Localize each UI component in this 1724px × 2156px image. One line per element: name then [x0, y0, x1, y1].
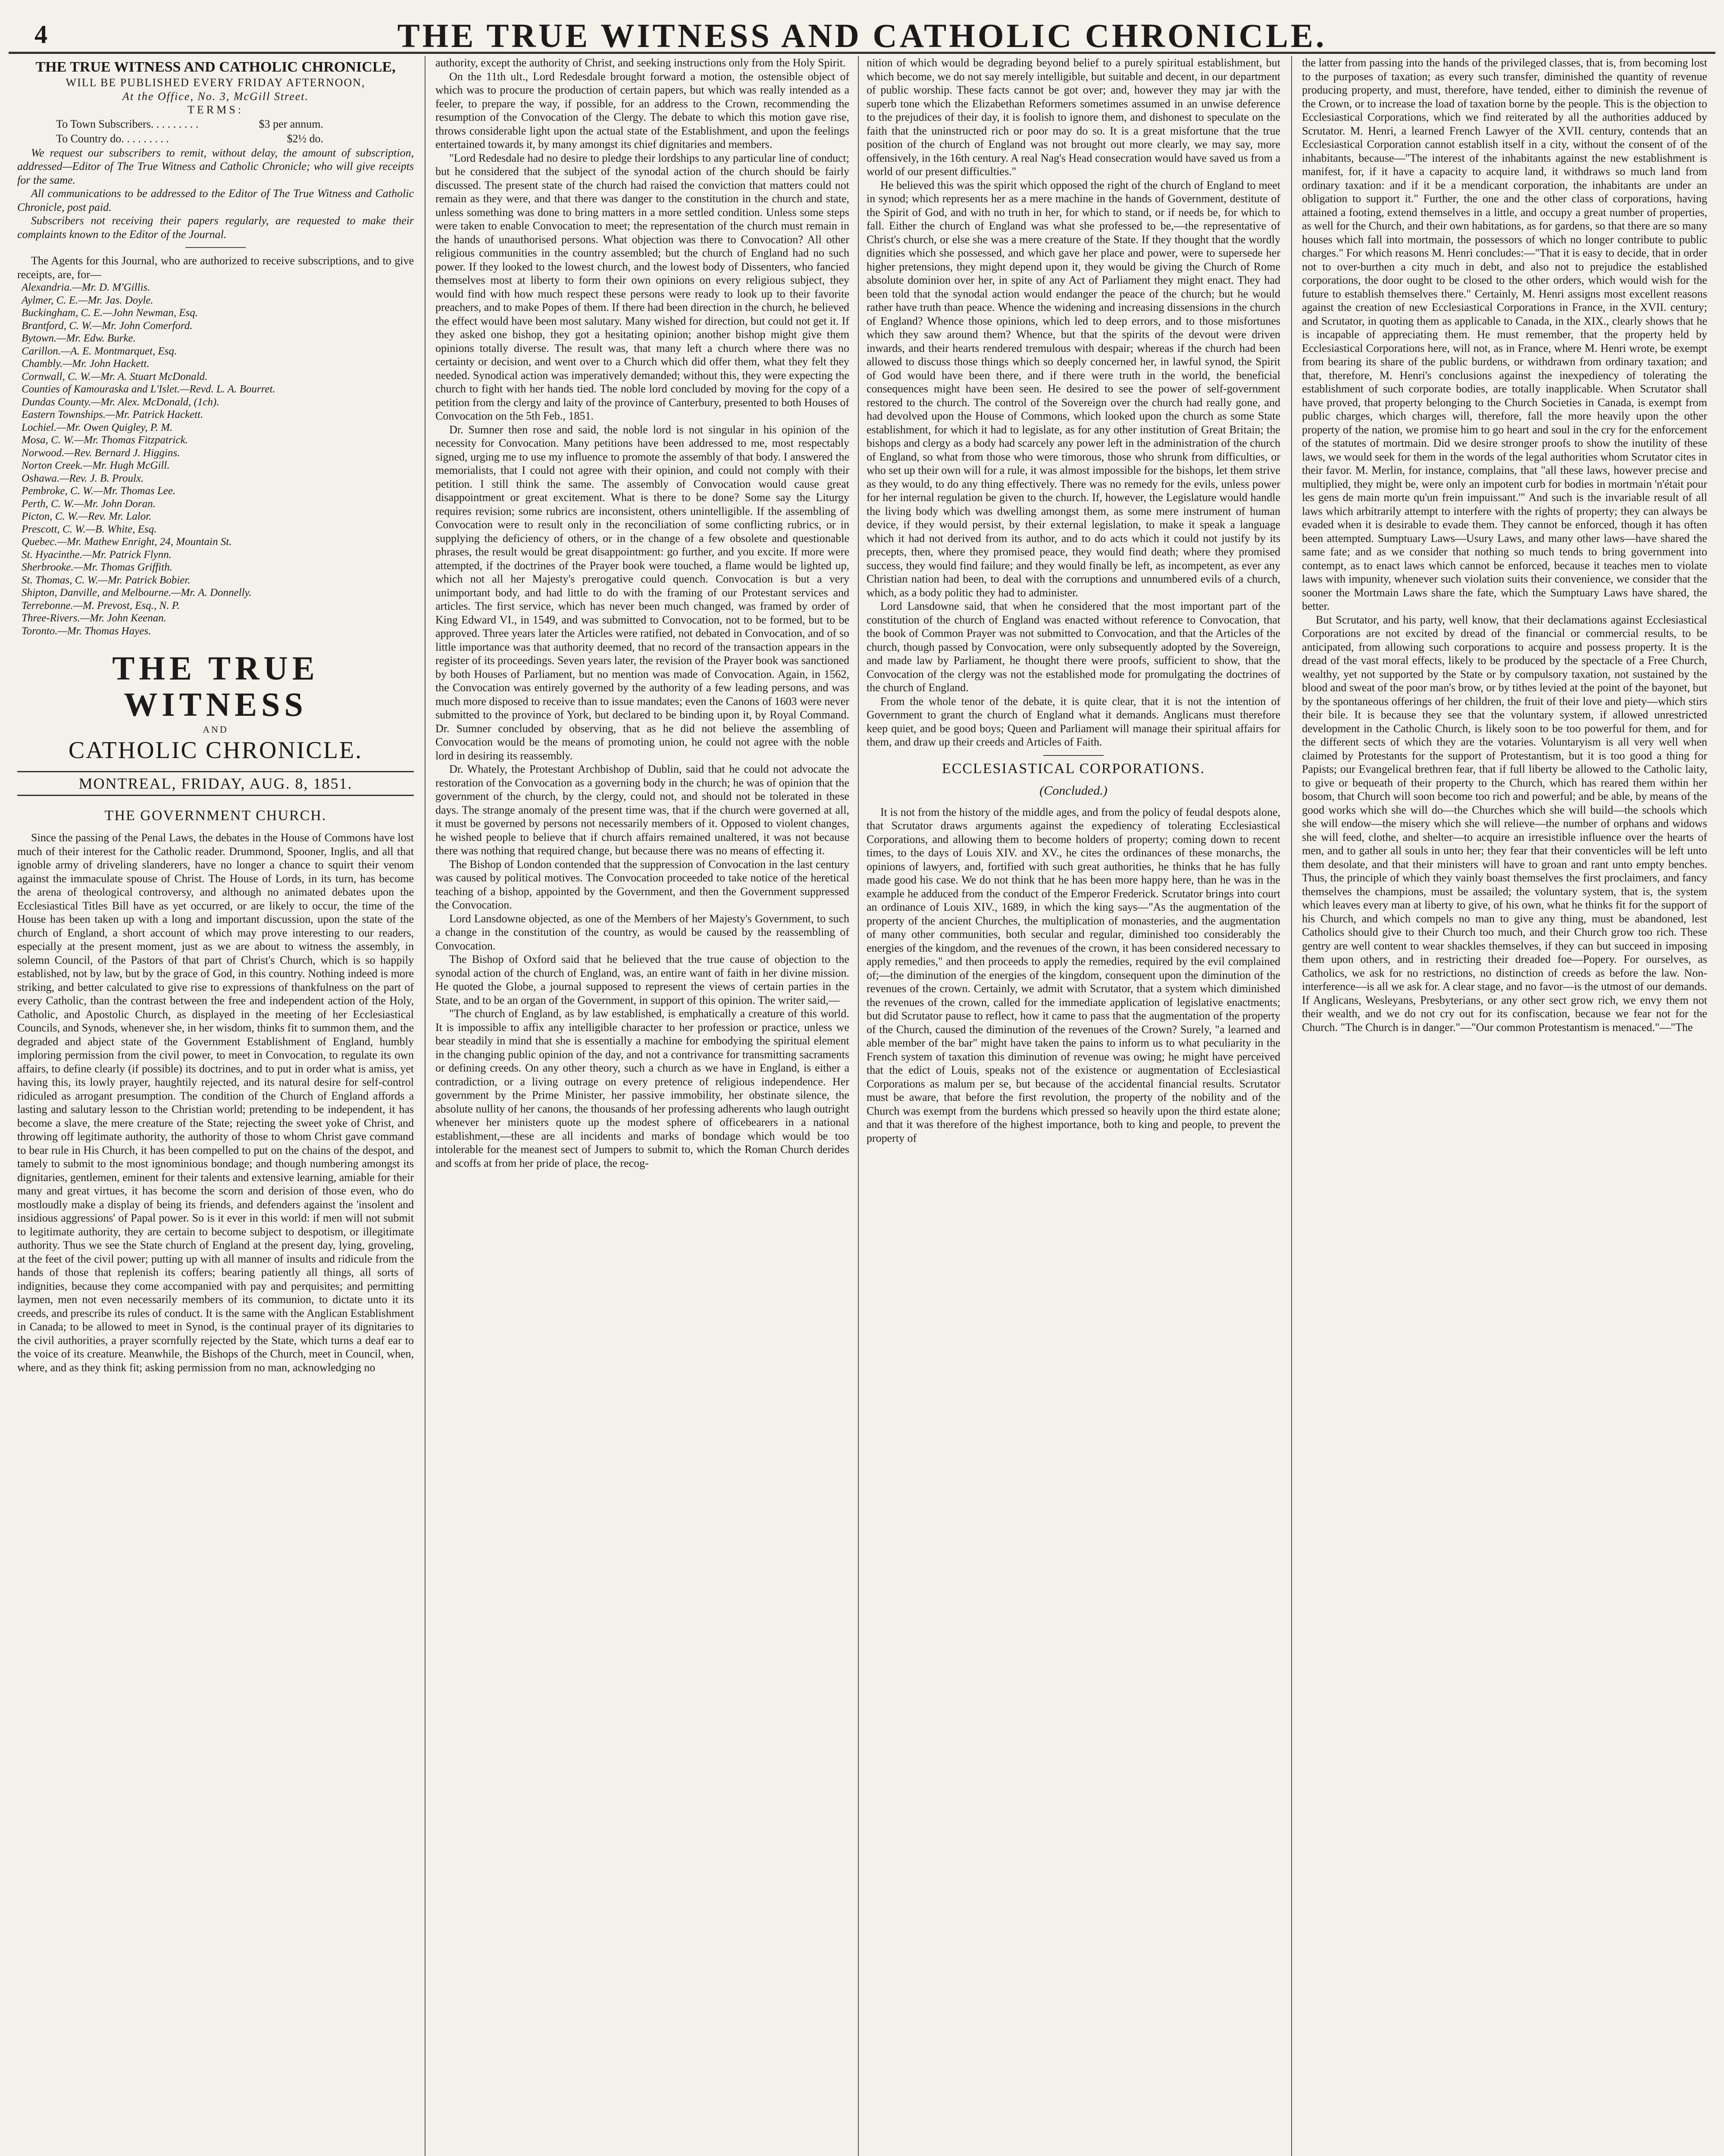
terms-town-label: To Town Subscribers. . . . . . . . .: [56, 117, 199, 130]
agent-item: Norton Creek.—Mr. Hugh McGill.: [22, 460, 170, 471]
paper-title-and: AND: [203, 724, 228, 735]
agent-item: Lochiel.—Mr. Owen Quigley, P. M.: [22, 421, 173, 433]
article-paragraph: From the whole tenor of the debate, it is quite clear, that it is not the intention of Government to grant the church of England what it demands. Anglicans must therefore keep quiet, and be good boys; Queen and Parliament will manage their spiritual affairs for them, and draw up their creeds and Articles of Faith.: [867, 695, 1280, 748]
agent-item: Aylmer, C. E.—Mr. Jas. Doyle.: [22, 294, 153, 306]
agent-item: Bytown.—Mr. Edw. Burke.: [22, 332, 136, 344]
column-3: [867, 56, 1280, 2156]
agent-item: Counties of Kamouraska and L'Islet.—Revd. L. A. Bourret.: [22, 383, 275, 395]
article-paragraph: The Bishop of Oxford said that he believed that the true cause of objection to the synodal action of the church of England, was, an entire want of faith in her divine mission. He quoted the Globe, a journal supposed to represent the views of certain parties in the State, and to be an organ of the Government, in support of this opinion. The writer said,—: [435, 953, 849, 1006]
agent-item: Quebec.—Mr. Mathew Enright, 24, Mountain St.: [22, 536, 232, 548]
column-divider: [425, 56, 426, 2156]
terms-label: TERMS:: [188, 103, 244, 116]
article-paragraph: nition of which would be degrading beyond belief to a purely spiritual establishment, but which become, we do not say merely intelligible, but suitable and decent, in our department of public worship. These facts cannot be got over; and, however they may jar with the superb tone which the Elizabethan Reformers sometimes assumed in an unwise deference to the prejudices of their day, it is foolish to ignore them, and dishonest to speculate on the faith that the uninstructed rich or poor may do so. It is a great misfortune that the true position of the church of England was not brought out more clearly, we may say, more offensively, in the 16th century. A real Nag's Head consecration would have saved us from a world of our present difficulties.": [867, 56, 1280, 178]
article-paragraph: The Bishop of London contended that the suppression of Convocation in the last century was caused by political motives. The Convocation proceeded to take notice of the heretical teaching of a bishop, appointed by the Government, and then the Government suppressed the Convocation.: [435, 858, 849, 911]
masthead-title: THE TRUE WITNESS AND CATHOLIC CHRONICLE.: [397, 17, 1327, 54]
article-paragraph: Since the passing of the Penal Laws, the debates in the House of Commons have lost much of their interest for the Catholic reader. Drummond, Spooner, Inglis, and all that ignoble army of driveling slanderers, have no longer a chance to squirt their venom against the immaculate spouse of Christ. The House of Lords, in its turn, has become the arena of theological controversy, and although no animated debates upon the Ecclesiastical Titles Bill have as yet occurred, or are likely to occur, the time of the House has been taken up with a long and important discussion, upon the state of the church of England, a short account of which may prove interesting to our readers, especially at the present moment, just as we are about to witness the assembly, in solemn Council, of the Pastors of that part of Christ's Church, which is so happily established, not by law, but by the grace of God, in this country. Nothing indeed is more striking, and better calculated to give rise to expressions of thankfulness on the part of every Catholic, than the contrast between the free and independent action of the Holy, Catholic, and Apostolic Church, as displayed in the meeting of her Ecclesiastical Councils, and Synods, whenever she, in her wisdom, thinks fit to summon them, and the degraded and abject state of the Government Establishment of England, humbly imploring permission from the civil power, to meet in Convocation, to regulate its own affairs, to define clearly (if possible) its doctrines, and to put in order what is amiss, yet having this, its lowly prayer, haughtily rejected, and its natural desire for self-control ridiculed as arrogant presumption. The condition of the Church of England affords a lasting and salutary lesson to the Christian world; pretending to be independent, it has become a slave, the mere creature of the State; rejecting the sweet yoke of Christ, and throwing off legitimate authority, the authority of those to whom Christ gave command to bear rule in His Church, it has been compelled to put on the chains of the despot, and tamely to submit to the most ignominious bondage; and though numbering amongst its dignitaries, gentlemen, eminent for their talents and extensive learning, amiable for their many and great virtues, it has become the scorn and derision of those even, who do mostloudly make a display of being its friends, and defenders against the 'insolent and insidious aggressions' of Papal power. So is it ever in this world: if men will not submit to legitimate authority, they are certain to become subject to despotism, or illegitimate authority. Thus we see the State church of England at the present day, lying, groveling, at the feet of the civil power; putting up with all manner of insults and ridicule from the hands of those that replenish its coffers; bearing patiently all things, all sorts of indignities, because they come accompanied with pay and perquisites; and permitting laymen, men not even necessarily members of its communion, to dictate unto it its creeds, and prescribe its rules of conduct. It is the same with the Anglican Establishment in Canada; to be allowed to meet in Synod, is the continual prayer of its dignitaries to the civil authorities, a prayer scornfully rejected by the State, which turns a deaf ear to the voice of its creature. Meanwhile, the Bishops of the Church, meet in Council, when, where, and as they think fit; asking permission from no man, acknowledging no: [17, 831, 414, 1374]
agent-item: Picton, C. W.—Rev. Mr. Lalor.: [22, 511, 152, 522]
agent-item: Carillon.—A. E. Montmarquet, Esq.: [22, 345, 177, 357]
notice: We request our subscribers to remit, without delay, the amount of subscription, addressed—Editor of The True Witness and Catholic Chronicle; who will give receipts for the same.: [17, 146, 414, 186]
article-paragraph: Lord Lansdowne said, that when he considered that the most important part of the constitution of the church of England was enacted without reference to Convocation, that the book of Common Prayer was not submitted to Convocation, and that the Articles of the church, though passed by Convocation, were only subsequently adopted by the Sovereign, and made law by Parliament, he thought there were proofs, sufficient to show, that the Convocation of the clergy was not the established mode for promulgating the doctrines of the church of England.: [867, 600, 1280, 694]
agent-item: Brantford, C. W.—Mr. John Comerford.: [22, 320, 193, 332]
paper-title: THE TRUE WITNESS: [112, 649, 319, 723]
article-heading: THE GOVERNMENT CHURCH.: [104, 807, 327, 824]
column-4: [1302, 56, 1707, 2156]
column-2: [435, 56, 849, 2156]
agent-item: Terrebonne.—M. Prevost, Esq., N. P.: [22, 599, 180, 611]
agent-item: Prescott, C. W.—B. White, Esq.: [22, 523, 157, 535]
terms-country-label: To Country do. . . . . . . . .: [56, 132, 169, 145]
agent-item: Three-Rivers.—Mr. John Keenan.: [22, 612, 166, 624]
article-paragraph: "The church of England, as by law established, is emphatically a creature of this world. It is impossible to affix any intelligible character to her profession or practice, unless we bear steadily in mind that she is essentially a machine for embodying the spiritual element in the changing public opinion of the day, and not a contrivance for transmitting sacraments or defining creeds. On any other theory, such a church as we have in England, is either a contradiction, or a living outrage on every pretence of religious independence. Her government by the Prime Minister, her passive immobility, her obstinate silence, the absolute nullity of her canons, the thousands of her professing adherents who laugh outright whenever her ministers quote up the modest sphere of officebearers in a national establishment,—these are all incidents and marks of bondage which would be too intolerable for the meanest sect of Jumpers to submit to, which the Roman Church derides and scoffs at from her pride of place, the recog-: [435, 1007, 849, 1169]
article-paragraph: It is not from the history of the middle ages, and from the policy of feudal despots alone, that Scrutator draws arguments against the expediency of tolerating Ecclesiastical Corporations, and allowing them to become holders of property; coming down to recent times, to the days of Louis XIV. and XV., he cites the ordinances of these monarchs, the opinions of lawyers, and, fortified with such great authorities, he thinks that he has fully made good his case. We do not think that he has been more happy here, than he was in the example he adduced from the conduct of the Emperor Frederick. Scrutator brings into court an ordinance of Louis XIV., 1689, in which the king says—"As the augmentation of the property of the ancient Churches, the multiplication of monasteries, and the augmentation of many other communities, both secular and regular, diminished too considerably the energies of the kingdom, and the revenues of the crown, it has been considered necessary to apply remedies," and then proceeds to apply the remedies, required by the evil complained of;—the diminution of the energies of the kingdom, consequent upon the diminution of the revenues of the crown. Certainly, we admit with Scrutator, that a system which diminished the revenues of the crown, called for the immediate application of legislative enactments; but did Scrutator pause to reflect, how it came to pass that the augmentation of the property of the Church, caused the diminution of the revenues of the Crown? Surely, "a learned and able member of the bar" might have taken the pains to inform us to what peculiarity in the French system of taxation this diminution of revenue was owing; he might have perceived that the edict of Louis, speaks not of the existence or augmentation of Ecclesiastical Corporations as malum per se, but because of the accidental financial results. Scrutator must be aware, that before the first revolution, the property of the nobility and of the Church was exempt from the burdens which pressed so heavily upon the third estate alone; and that it was therefore of the highest importance, both to king and people, to prevent the property of: [867, 805, 1280, 1144]
agent-item: Sherbrooke.—Mr. Thomas Griffith.: [22, 561, 172, 573]
column-divider: [1291, 56, 1292, 2156]
agent-item: Oshawa.—Rev. J. B. Proulx.: [22, 472, 144, 484]
agent-item: Buckingham, C. E.—John Newman, Esq.: [22, 307, 198, 319]
page-number: 4: [34, 20, 47, 49]
terms-table: [56, 117, 414, 146]
agent-item: Alexandria.—Mr. D. M'Gillis.: [22, 282, 150, 293]
terms-row: [56, 117, 323, 132]
publication-address: At the Office, No. 3, McGill Street.: [122, 90, 309, 103]
paper-subtitle: CATHOLIC CHRONICLE.: [68, 736, 363, 764]
agent-item: St. Hyacinthe.—Mr. Patrick Flynn.: [22, 548, 172, 561]
article-paragraph: He believed this was the spirit which opposed the right of the church of England to meet in synod; which represents her as a mere machine in the hands of Government, destitute of the Spirit of God, and with no truth in her, for which to stand, or if needs be, for which to fall. Either the church of England was what she professed to be,—the representative of Christ's church, or else she was a mere creature of the State. If they thought that the wordly dignities which she possessed, and which gave her place and power, were to supersede her higher pretensions, they might depend upon it, they would be giving the Church of Rome absolute dominion over her, in spite of any Act of Parliament they might enact. They had been told that the synodal action would endanger the peace of the church; but he would rather have truth than peace. Whence the widening and increasing dissensions in the church of England? Whence those opinions, which led to deep errors, and to those misfortunes which they saw around them? Whence, but that the spirits of the devout were driven inwards, and their hearts rendered tremulous with despair; whereas if the church had been allowed to discuss those things which so deeply concerned her, in lawful synod, the Spirit of God would have been there, and if there were truth in the world, the beneficial consequences might have been seen. He desired to see the power of self-government restored to the church. The control of the Sovereign over the church had really gone, and had devolved upon the House of Commons, which looked upon the church as some State establishment, for which it had to legislate, as for any other institution of Great Britain; the bishops and clergy as a body had scarcely any power left in the administration of the church of England, so what from those who were timorous, those who shrunk from difficulties, or who set up their own will for a rule, it was almost impossible for the bishops, let them strive as they would, to do any thing effectively. There was no remedy for the evils, unless power for her internal regulation be given to the church. If, however, the Legislature would handle the living body which was dwelling amongst them, as some mere instrument of human device, if they would persist, by their external legislation, to make it speak a language which it had not derived from its author, and to do acts which it could not justify by its precepts, then, where they promised peace, they would find death; where they promised success, they would find failure; and they would finally be left, as incompetent, as ever any Christian nation had been, to deal with the corruptions and unnumbered evils of a church, which, as a body politic they had to administer.: [867, 179, 1280, 599]
article-paragraph: Dr. Whately, the Protestant Archbishop of Dublin, said that he could not advocate the restoration of the Convocation as a governing body in the church; he was of opinion that the government of the church, by the clergy, could not, and should not be tolerated in these days. The strange anomaly of the present time was, that if the church were governed at all, it must be governed by persons not necessarily members of it. Opposed to violent changes, he wished people to believe that if church affairs remained unaltered, it was not because there was nothing that required change, but because there was no means of effecting it.: [435, 763, 849, 857]
terms-town-value: $3 per annum.: [259, 117, 323, 130]
article-paragraph: Lord Lansdowne objected, as one of the Members of her Majesty's Government, to such a change in the constitution of the country, as would be caused by the reassembling of Convocation.: [435, 912, 849, 952]
article-paragraph: authority, except the authority of Christ, and seeking instructions only from the Holy Spirit.: [435, 56, 846, 69]
column-divider: [858, 56, 859, 2156]
agent-item: Toronto.—Mr. Thomas Hayes.: [22, 625, 151, 637]
agents-intro: The Agents for this Journal, who are authorized to receive subscriptions, and to give receipts, are, for—: [17, 254, 414, 281]
article-paragraph: But Scrutator, and his party, well know, that their declamations against Ecclesiastical Corporations are not excited by dread of the financial or commercial results, to be anticipated, from allowing such corporations to acquire and possess property. It is the dread of the vast moral effects, likely to be produced by the spectacle of a Free Church, wealthy, yet not supported by the State or by compulsory taxation, not sustained by the blood and sweat of the poor man's brow, or by tithes levied at the point of the bayonet, but by the spontaneous offerings of her children, the fruit of their love and piety—which stirs their bile. It is because they see that the voluntary system, if allowed unrestricted development in the Catholic Church, is likely soon to be too powerful for them, and for the different sects of which they are the votaries. Voluntaryism is all very well when claimed by Protestants for the support of Protestantism, but it is too good a thing for Papists; our Evangelical brethren fear, that if full liberty be allowed to the Catholic laity, to give or bequeath of their property to the Church, which has reared them within her bosom, that Church will soon become too rich and powerful; and be able, by means of the good works which she will do—the Churches which she will build—the schools which she will endow—the misery which she will relieve—the number of orphans and widows she will feed, clothe, and shelter—to acquire an irresistible influence over the hearts of men, and to gather all souls in unto her; they fear that their conventicles will be left unto them desolate, and that their ministers will have to groan and rant unto empty benches. Thus, the principle of which they vainly boast themselves the first proclaimers, and fancy themselves the champions, must be assailed; the voluntary system, that is, the system which leaves every man at liberty to give, of his own, what he thinks fit for the support of his Church, and which compels no man to give any thing, must be abandoned, lest Catholics should give to their Church too much, and their Church grow too rich. These gentry are well content to wear shackles themselves, if they can but succeed in imposing them upon others, and in restricting their dreaded foe—Popery. For ourselves, as Catholics, we ask for no restrictions, no distinction of creeds as before the law. Non-interference—is all we ask for. A clear stage, and no favor—is the utmost of our demands. If Anglicans, Wesleyans, Presbyterians, or any other sect grow rich, we envy them not their wealth, and we do not cry out for its confiscation, because we fear not for the Church. "The Church is in danger."—"Our common Protestantism is menaced."—"The: [1302, 613, 1707, 1034]
notice: All communications to be addressed to the Editor of The True Witness and Catholic Chronicle, post paid.: [17, 187, 414, 213]
article-paragraph: On the 11th ult., Lord Redesdale brought forward a motion, the ostensible object of which was to procure the production of certain papers, but which was really intended as a feeler, to prepare the way, if possible, for an address to the Crown, recommending the resumption of the Convocation of the Clergy. The debate to which this motion gave rise, throws considerable light upon the actual state of the Establishment, and upon the feelings entertained towards it, by many amongst its chief dignitaries and members.: [435, 70, 849, 150]
article-paragraph: Dr. Sumner then rose and said, the noble lord is not singular in his opinion of the necessity for Convocation. Many petitions have been addressed to me, most respectably signed, urging me to use my influence to promote the assembly of that body. I answered the memorialists, that I could not agree with their opinion, and could not comply with their petition. I still think the same. The assembly of Convocation would cause great disappointment or great excitement. What is there to be done? Some say the Liturgy requires revision; some rubrics are inconsistent, others unintelligible. If the assembling of Convocation were to result only in the reconciliation of some conflicting rubrics, or in supplying the deficiency of others, or in the change of a few obsolete and questionable phrases, the result would be great disappointment: go further, and you excite. If more were attempted, if the doctrines of the Prayer book were touched, a flame would be lighted up, which not all her Majesty's prerogative could quench. Convocation is but a very unimportant body, and had little to do with the framing of our Protestant services and articles. The first service, which has never been much changed, was framed by order of King Edward VI., in 1549, and was submitted to Convocation, not to be formed, but to be approved. Three years later the Articles were ratified, not debated in Convocation, and of so little importance was that authority deemed, that no record of the transaction appears in the register of its proceedings. Seven years later, the revision of the Prayer book was sanctioned by both Houses of Parliament, but no mention was made of Convocation. Again, in 1562, the Convocation was entirely governed by the authority of a few leading persons, and was much more disposed to receive than to issue mandates; even the Canons of 1603 were never submitted to the province of York, but declared to be binding upon it, by Royal Command. Dr. Sumner concluded by observing, that as he did not believe the assembling of Convocation would be the means of promoting union, he could not agree with the noble lord in desiring its reassembly.: [435, 423, 849, 762]
notice: Subscribers not receiving their papers regularly, are requested to make their complaints known to the Editor of the Journal.: [17, 214, 414, 241]
agent-item: Dundas County.—Mr. Alex. McDonald, (1ch).: [22, 396, 219, 408]
article-paragraph: the latter from passing into the hands of the privileged classes, that is, from becoming lost to the purposes of taxation; as every such transfer, diminished the quantity of revenue producing property, and must, therefore, have tended, either to diminish the revenue of the Crown, or to increase the load of taxation borne by the people. This is the objection to Ecclesiastical Corporations, which we find reiterated by all the authorities adduced by Scrutator. M. Henri, a learned French Lawyer of the XVII. century, contends that an Ecclesiastical Corporation cannot establish itself in a city, without the consent of of the inhabitants, because—"The interest of the inhabitants against the new establishment is manifest, for, if it have a capacity to acquire land, it withdraws so much land from ordinary taxation: and if it be a mendicant corporation, the inhabitants are under an obligation to support it." Further, the one and the other class of corporations, having attained a footing, extend themselves in a little, and occupy a great number of properties, as well for the Church, and their own habitations, as for gardens, so that there are so many houses which fall into mortmain, the possessors of which no longer contribute to public charges." For which reasons M. Henri concludes:—"That it is easy to decide, that in order not to over-burthen a city much in debt, and also not to prejudice the established corporations, the door ought to be closed to the other orders, which would wish for the future to establish themselves there." Certainly, M. Henri assigns most excellent reasons against the creation of new Ecclesiastical Corporations in France, in the XVII. century; and Scrutator, in quoting them as applicable to Canada, in the XIX., clearly shows that he is incapable of appreciating them. He must remember, that the property held by Ecclesiastical Corporations here, will not, as in France, where M. Henri wrote, be exempt from bearing its share of the public burdens, or withdrawn from ordinary taxation; and that, therefore, M. Henri's conclusions against the inexpediency of tolerating the establishment of such corporate bodies, are totally inapplicable. When Scrutator shall have proved, that property belonging to the Church Societies in Canada, is exempt from public charges, which charges will, therefore, fall the more heavily upon the other property of the nation, we promise him to go heart and soul in the cry for the enforcement of the statutes of mortmain. Did we desire stronger proofs to show the inutility of these laws, we would seek for them in the words of the legal authorities whom Scrutator cites in their favor. M. Merlin, for instance, complains, that "all these laws, however precise and multiplied, they might be, were only an impotent curb for bodies in mortmain 'n'était pour les gens de main morte qu'un frein impuissant.'" And such is the invariable result of all laws which arbitrarily attempt to interfere with the rights of property; they can always be evaded when it is desirable to evade them. They cannot be enforced, though it has often been attempted. Sumptuary Laws—Usury Laws, and many other laws—have shared the same fate; and as we consider that nothing so much tends to bring government into contempt, as to enact laws which cannot be enforced, because it teaches men to violate laws with impunity, whenever such violation suits their convenience, we consider that the sooner the Mortmain Laws share the fate, which the Sumptuary Laws have shared, the better.: [1302, 56, 1707, 612]
agent-item: St. Thomas, C. W.—Mr. Patrick Bobier.: [22, 574, 191, 586]
publication-line: WILL BE PUBLISHED EVERY FRIDAY AFTERNOON,: [66, 76, 366, 89]
article-paragraph: "Lord Redesdale had no desire to pledge their lordships to any particular line of conduct; but he considered that the subject of the synodal action of the church should be fairly discussed. The present state of the church had raised the conviction that matters could not remain as they were, and that there was danger to the constitution in the church and state, unless something was done to bring matters in a more settled condition. Unless some steps were taken to enable Convocation to meet; the representation of the church must remain in the hands of unauthorised persons. What objection was there to Convocation? All other religious communities in the country assembled; but the church of England had no such power. If they looked to the lowest church, and the lowest body of Dissenters, who fancied themselves most at liberty to form their own opinions on every religious subject, they would find with how much respect these persons were ready to look up to their favorite preachers, and to make Popes of them. If there had been direction in the church, he believed the effect would have been most salutary. Many wished for direction, but could not get it. If they asked one bishop, they got a hesitating opinion; another bishop might give them opinions totally diverse. The result was, that many left a church where there was no certainty or decision, and went over to a Church which did offer them, what they felt they needed. Synodical action was imperatively demanded; without this, they were expecting the church to fight with her hands tied. The noble lord concluded by moving for the copy of a petition from the clergy and laity of the province of Canterbury, presented to both Houses of Convocation on the 5th Feb., 1851.: [435, 151, 849, 422]
publication-title: THE TRUE WITNESS AND CATHOLIC CHRONICLE,: [35, 59, 396, 75]
column-1: [17, 56, 414, 2156]
agent-item: Cornwall, C. W.—Mr. A. Stuart McDonald.: [22, 370, 208, 382]
agent-item: Eastern Townships.—Mr. Patrick Hackett.: [22, 409, 203, 420]
agent-item: Mosa, C. W.—Mr. Thomas Fitzpatrick.: [22, 434, 188, 446]
divider: [185, 247, 246, 248]
agent-item: Pembroke, C. W.—Mr. Thomas Lee.: [22, 485, 176, 497]
agent-item: Norwood.—Rev. Bernard J. Higgins.: [22, 447, 180, 459]
agents-list: [17, 281, 414, 637]
terms-country-value: $2½ do.: [287, 132, 323, 145]
masthead: [9, 4, 1715, 54]
agent-item: Perth, C. W.—Mr. John Doran.: [22, 498, 156, 510]
agent-item: Chambly.—Mr. John Hackett.: [22, 358, 150, 370]
divider: [1043, 755, 1104, 756]
agent-item: Shipton, Danville, and Melbourne.—Mr. A. Donnelly.: [22, 587, 252, 599]
article-subheading: (Concluded.): [1039, 783, 1108, 798]
article-heading: ECCLESIASTICAL CORPORATIONS.: [942, 760, 1205, 777]
terms-row: [56, 132, 323, 146]
dateline: MONTREAL, FRIDAY, AUG. 8, 1851.: [17, 771, 414, 796]
